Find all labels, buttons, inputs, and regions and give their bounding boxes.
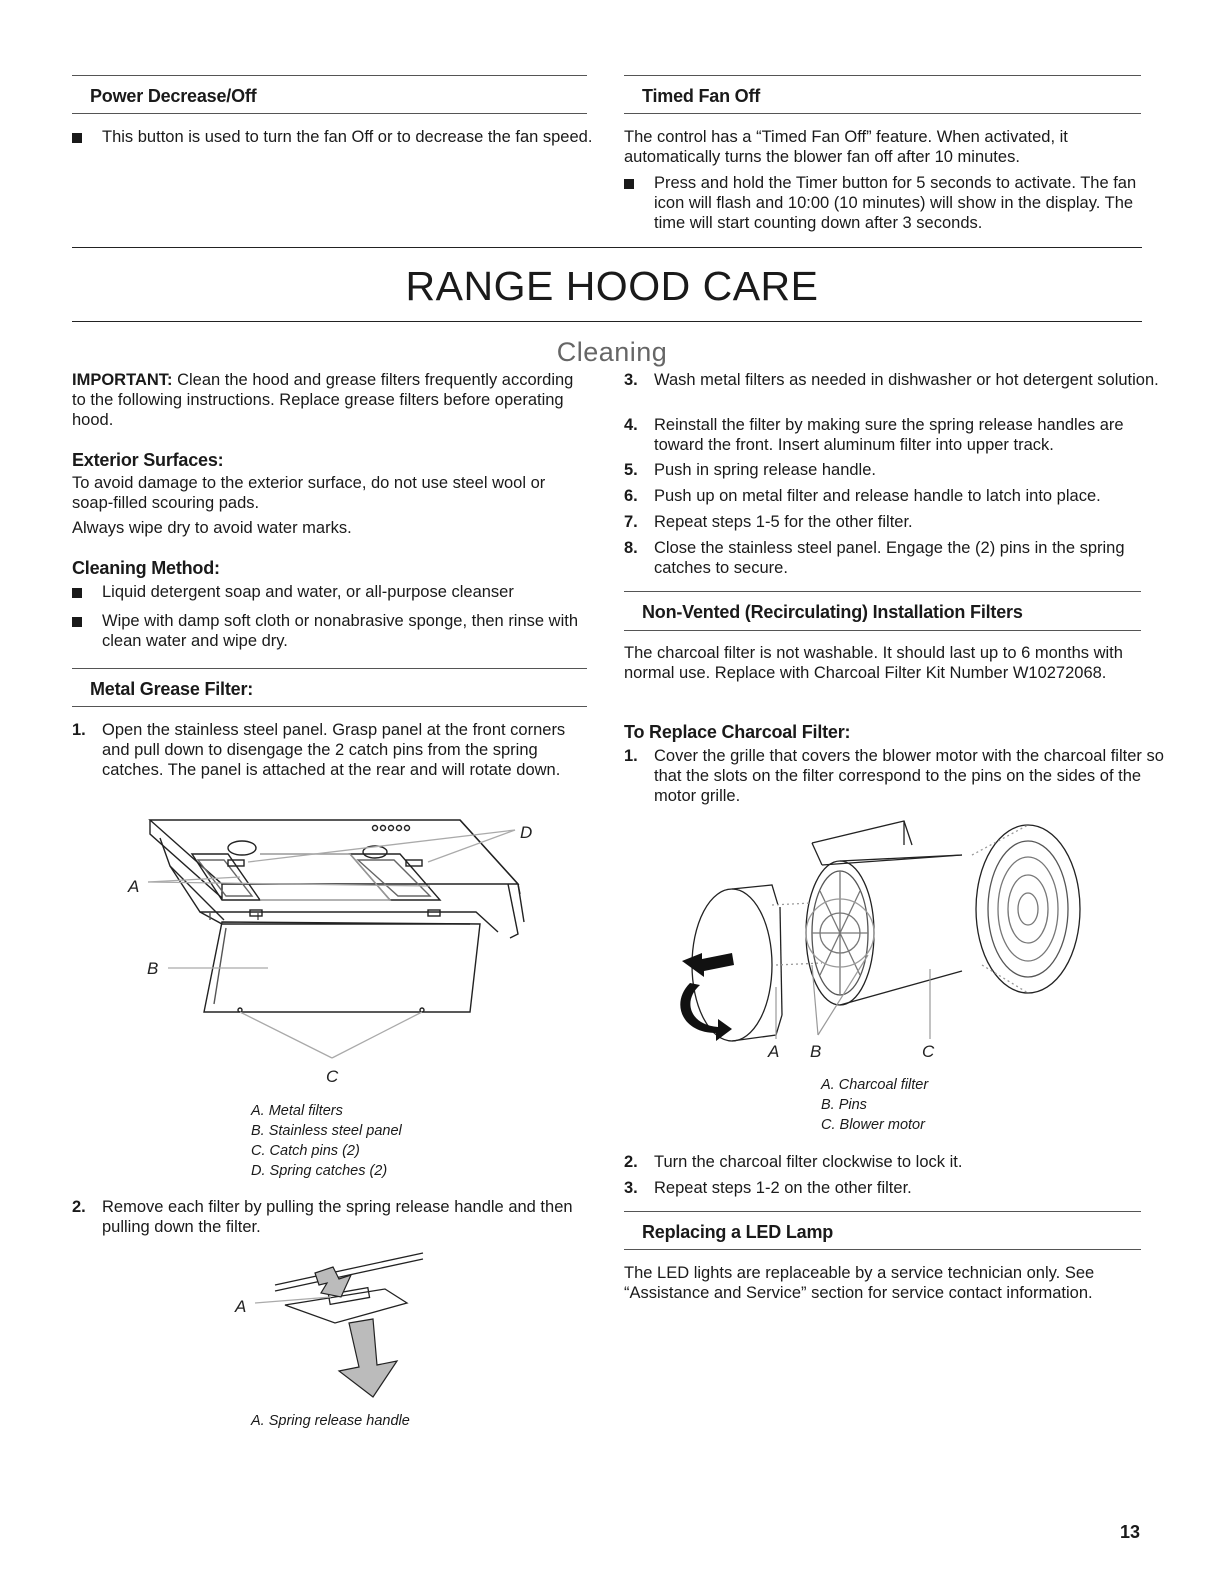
important-label: IMPORTANT: xyxy=(72,371,173,389)
method-bullet-2: Wipe with damp soft cloth or nonabrasive sponge, then rinse with clean water and wipe dry. xyxy=(72,611,592,651)
right-step-6 xyxy=(624,486,1174,506)
step-text: Turn the charcoal filter clockwise to lock it. xyxy=(654,1153,963,1171)
step-number: 4. xyxy=(624,416,638,434)
timed-bullet: Press and hold the Timer button for 5 seconds to activate. The fan icon will flash and 10:00 (10 minutes) will show in the display. The time will start counting down after 3 seconds. xyxy=(624,173,1144,233)
led-heading: Replacing a LED Lamp xyxy=(642,1222,834,1242)
charcoal-filter-illustration xyxy=(672,815,1102,1065)
push-arrow-icon xyxy=(315,1267,351,1297)
step-number: 3. xyxy=(624,371,638,389)
step-number: 8. xyxy=(624,539,638,557)
section-subtitle: Cleaning xyxy=(556,337,668,367)
right-step-7 xyxy=(624,512,1164,532)
charcoal-heading: To Replace Charcoal Filter: xyxy=(624,722,851,742)
fig1-label-c: C xyxy=(326,1067,339,1086)
hood-panel-illustration xyxy=(110,812,550,1092)
charcoal-step-1 xyxy=(624,746,1164,806)
fig2-label-a: A xyxy=(235,1297,247,1316)
fig1-caption-d: D. Spring catches (2) xyxy=(251,1163,388,1179)
fig3-caption-a: A. Charcoal filter xyxy=(821,1077,929,1093)
fig1-caption-b: B. Stainless steel panel xyxy=(251,1123,402,1139)
step-number: 2. xyxy=(624,1153,638,1171)
right-step-8 xyxy=(624,538,1139,578)
power-heading: Power Decrease/Off xyxy=(90,86,257,106)
fig3-caption-b: B. Pins xyxy=(821,1097,867,1113)
step-text: Remove each filter by pulling the spring release handle and then pulling down the filter. xyxy=(102,1198,573,1236)
fig1-caption-c: C. Catch pins (2) xyxy=(251,1143,360,1159)
step-text: Wash metal filters as needed in dishwasher or hot detergent solution. xyxy=(654,371,1159,389)
rule-title-bottom xyxy=(72,321,1142,322)
fig3-caption xyxy=(821,1075,928,1135)
step-text: Repeat steps 1-2 on the other filter. xyxy=(654,1179,912,1197)
power-bullet: This button is used to turn the fan Off or to decrease the fan speed. xyxy=(72,127,617,147)
led-text: The LED lights are replaceable by a service technician only. See “Assistance and Service” section for service contact information. xyxy=(624,1264,1095,1302)
fig1-caption xyxy=(251,1101,402,1181)
right-step-4 xyxy=(624,415,1164,455)
exterior-p2: Always wipe dry to avoid water marks. xyxy=(72,519,352,537)
rotate-arrow-icon xyxy=(680,983,732,1041)
right-charcoal-filter xyxy=(976,825,1080,993)
metal-step-1 xyxy=(72,720,587,780)
spring-handle-illustration xyxy=(225,1245,435,1405)
stainless-panel xyxy=(204,922,480,1012)
fig3-label-c: C xyxy=(922,1042,935,1061)
step-text: Repeat steps 1-5 for the other filter. xyxy=(654,513,913,531)
rule-metal-top xyxy=(72,668,587,669)
fig1-label-b: B xyxy=(147,959,159,978)
rule-power-bottom xyxy=(72,113,587,114)
page-title: RANGE HOOD CARE xyxy=(405,263,819,309)
fig1-label-a: A xyxy=(128,877,140,896)
rule-title-top xyxy=(72,247,1142,248)
step-text: Push up on metal filter and release handle to latch into place. xyxy=(654,487,1101,505)
important-text: Clean the hood and grease filters frequently according to the following instructions. Replace grease filters before operating hood. xyxy=(72,371,574,429)
fig1-caption-a: A. Metal filters xyxy=(251,1103,343,1119)
method-heading: Cleaning Method: xyxy=(72,558,220,578)
page-number: 13 xyxy=(1119,1522,1140,1542)
exterior-p1: To avoid damage to the exterior surface, do not use steel wool or soap-filled scouring pads. xyxy=(72,474,546,512)
right-step-5 xyxy=(624,460,1164,480)
fig3-caption-c: C. Blower motor xyxy=(821,1117,925,1133)
rule-nonvented-top xyxy=(624,591,1141,592)
method-bullet-1: Liquid detergent soap and water, or all-purpose cleanser xyxy=(72,582,592,602)
metal-heading: Metal Grease Filter: xyxy=(90,679,254,699)
charcoal-step-2 xyxy=(624,1152,1164,1172)
exterior-heading: Exterior Surfaces: xyxy=(72,450,224,470)
rule-timed-bottom xyxy=(624,113,1141,114)
rule-top-right xyxy=(624,75,1141,76)
step-number: 1. xyxy=(624,747,638,765)
step-text: Cover the grille that covers the blower motor with the charcoal filter so that the slots on the filter correspond to the pins on the sides of the motor grille. xyxy=(654,747,1164,805)
fig1-label-d: D xyxy=(520,823,533,842)
step-number: 2. xyxy=(72,1198,86,1216)
step-number: 3. xyxy=(624,1179,638,1197)
rule-metal-bottom xyxy=(72,706,587,707)
step-number: 1. xyxy=(72,721,86,739)
rule-led-top xyxy=(624,1211,1141,1212)
step-text: Open the stainless steel panel. Grasp panel at the front corners and pull down to disengage the 2 catch pins from the spring catches. The panel is attached at the rear and will rotate down. xyxy=(102,721,566,779)
step-number: 6. xyxy=(624,487,638,505)
rule-led-bottom xyxy=(624,1249,1141,1250)
charcoal-step-3 xyxy=(624,1178,1164,1198)
nonvented-heading: Non-Vented (Recirculating) Installation Filters xyxy=(642,602,1023,622)
nonvented-text: The charcoal filter is not washable. It should last up to 6 months with normal use. Replace with Charcoal Filter Kit Number W10272068. xyxy=(624,644,1123,682)
step-text: Reinstall the filter by making sure the spring release handles are toward the front. Insert aluminum filter into upper track. xyxy=(654,416,1124,454)
rule-top-left xyxy=(72,75,587,76)
timed-heading: Timed Fan Off xyxy=(642,86,761,106)
metal-step-2 xyxy=(72,1197,602,1237)
fig3-label-b: B xyxy=(810,1042,822,1061)
fig3-label-a: A xyxy=(768,1042,780,1061)
important-note xyxy=(72,370,587,430)
timed-intro: The control has a “Timed Fan Off” feature. When activated, it automatically turns the blower fan off after 10 minutes. xyxy=(624,128,1068,166)
step-number: 7. xyxy=(624,513,638,531)
right-step-3 xyxy=(624,370,1164,390)
rule-nonvented-bottom xyxy=(624,630,1141,631)
step-text: Close the stainless steel panel. Engage the (2) pins in the spring catches to secure. xyxy=(654,539,1125,577)
step-number: 5. xyxy=(624,461,638,479)
pull-arrow-icon xyxy=(339,1319,397,1397)
step-text: Push in spring release handle. xyxy=(654,461,876,479)
fig2-caption: A. Spring release handle xyxy=(251,1413,410,1429)
insert-arrow-icon xyxy=(682,953,734,977)
